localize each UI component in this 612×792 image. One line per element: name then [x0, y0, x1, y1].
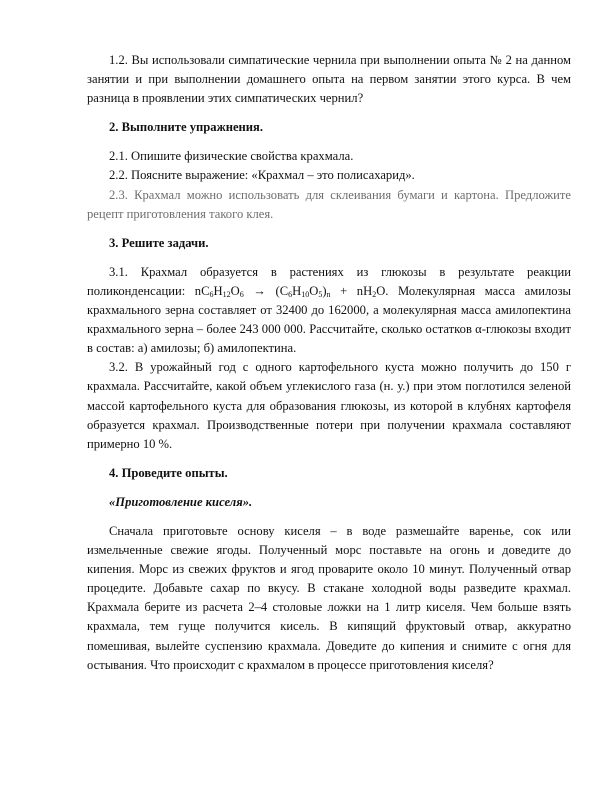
formula-subscript: 2	[372, 289, 377, 299]
experiment-title: «Приготовление киселя».	[109, 494, 253, 509]
formula-subscript: 5	[318, 289, 323, 299]
formula-text: H	[292, 283, 302, 298]
exercise-2-1: 2.1. Опишите физические свойства крахмала.	[109, 149, 354, 164]
exercise-2-3: 2.3. Крахмал можно использовать для склеивания бумаги и картона. Предложите рецепт приготовления такого клея.	[87, 187, 571, 221]
formula-text: )	[322, 283, 327, 298]
question-1-2: 1.2. Вы использовали симпатические чернила при выполнении опыта № 2 на данном занятии и при выполнении домашнего опыта на первом занятии этого курса. В чем разница в проявлении этих симпатических чернил?	[87, 53, 571, 106]
formula-subscript: 6	[288, 289, 293, 299]
section-heading-exercises: 2. Выполните упражнения.	[109, 120, 264, 135]
experiment-instructions: Сначала приготовьте основу киселя – в воде размешайте варенье, сок или измельченные свежие ягоды. Полученный морс поставьте на огонь и доведите до кипения. Морс из свежих фруктов и ягод проварите около 10 минут. Полученный отвар процедите. Добавьте сахар по вкусу. В стакане холодной воды разведите крахмал. Крахмала берите из расчета 2–4 столовые ложки на 1 литр киселя. Чем больше взять крахмала, тем гуще получится кисель. В кипящий фруктовый отвар, аккуратно помешивая, вылейте суспензию крахмала. Доведите до кипения и снимите с огня для остывания. Что происходит с крахмалом в процессе приготовления киселя?	[87, 523, 571, 672]
formula-text: + nH	[330, 283, 373, 298]
formula-subscript: n	[326, 289, 331, 299]
formula-subscript: 10	[301, 289, 310, 299]
document-body	[87, 51, 571, 675]
formula-text: O	[309, 283, 319, 298]
problem-3-1-text-a: 3.1. Крахмал образуется в растениях из глюкозы в результате реакции поликонденсации: nC	[87, 264, 571, 298]
exercise-2-2: 2.2. Поясните выражение: «Крахмал – это полисахарид».	[109, 168, 415, 183]
formula-subscript: 6	[209, 289, 214, 299]
formula-subscript: 6	[239, 289, 244, 299]
section-heading-problems: 3. Решите задачи.	[109, 235, 209, 250]
formula-text: H	[213, 283, 223, 298]
formula-text: O	[230, 283, 240, 298]
problem-3-1-text-b: O. Молекулярная масса амилозы крахмального зерна составляет от 32400 до 162000, а молекулярная масса амилопектина крахмального зерна – более 243 000 000. Рассчитайте, сколько остатков α-глюкозы входит в состав: а) амилозы; б) амилопектина.	[87, 283, 572, 356]
formula-subscript: 12	[222, 289, 231, 299]
problem-3-2: 3.2. В урожайный год с одного картофельного куста можно получить до 150 г крахмала. Рассчитайте, какой объем углекислого газа (н. у.) при этом поглотился зеленой массой картофельного куста для образования глюкозы, из которой в клубнях картофеля образуется крахмал. Производственные потери при получении крахмала составляют примерно 10 %.	[87, 360, 571, 451]
problem-3-1	[87, 263, 571, 358]
section-heading-experiments: 4. Проведите опыты.	[109, 465, 228, 480]
formula-text: → (C	[243, 283, 289, 298]
